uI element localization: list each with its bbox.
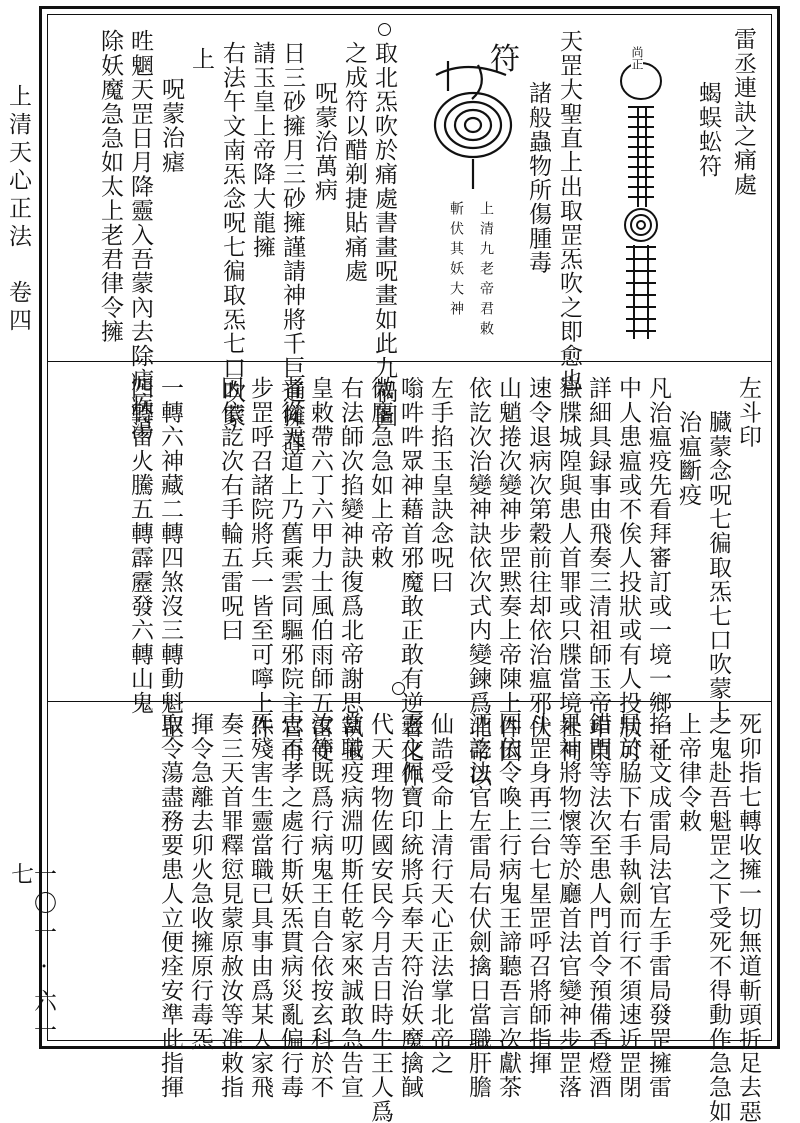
band2-col-20: 四轉雷火騰五轉霹靂發六轉山鬼 — [127, 376, 153, 715]
band1-col-3: 天罡大聖直上出取罡炁吹之即愈也 — [556, 29, 582, 392]
band3-col-9: 因依令喚上行病鬼王諦聽吾言次獻茶 — [495, 712, 521, 1100]
band2-col-15: 皇敕帶六丁六甲力士風伯雨師五雷使 — [307, 376, 333, 764]
band2-col-4: 凡治瘟疫先看拜審訂或一境一鄉一社 — [645, 376, 671, 764]
band2-col-12: 嗡吽吽眾神藉首邪魔敢正敢有逆者化作 — [397, 376, 423, 788]
band1-col-4: 諸般蟲物所傷腫毒 — [525, 81, 551, 275]
band2-col-5: 中人患瘟或不俟人投狀或有人投狀可 — [615, 376, 641, 764]
band2-col-1: 左斗印 — [735, 376, 761, 449]
band1-col-11: 請玉皇上帝降大龍擁 — [249, 41, 275, 259]
band2-col-2: 臓蒙念呪七徧取炁七口吹蒙上 — [705, 410, 731, 725]
band1-col-14: 呪蒙治瘧 — [158, 77, 184, 174]
band3-col-20: 取令蕩盡務要患人立便痊安準此指揮 — [157, 712, 183, 1100]
talisman-seal-icon — [616, 55, 666, 345]
band2-col-11: 左手掐玉皇訣念呪曰 — [427, 376, 453, 594]
spiral-talisman-label: 符 — [490, 42, 520, 77]
band1-col-6: 斬伏其妖大神 — [448, 201, 464, 321]
band3-col-2: 之鬼赴吾魁罡之下受死不得動作急急如 — [705, 712, 731, 1123]
band3-col-13: 代天理物佐國安民今月吉日時生王人爲 — [367, 712, 393, 1123]
band3-col-15: 汝等既爲行病鬼王自合依按玄科於不 — [307, 712, 333, 1100]
band-bottom — [48, 701, 771, 1123]
band1-col-1: 雷丞連訣之痛處 — [730, 27, 756, 197]
band2-col-8: 速令退病次第穀前往却依治瘟邪伏 — [525, 376, 551, 739]
band3-col-3: 上帝律令敕 — [675, 712, 701, 833]
band2-col-13: 微塵急急如上帝敕 — [367, 376, 393, 570]
page-frame — [39, 6, 780, 1123]
band3-col-19: 揮令急離去卯火急收擁原行毒炁 — [187, 712, 213, 1051]
band2-col-9: 山魈捲次變神步罡黙奏上帝陳上件因 — [495, 376, 521, 764]
band2-col-16: 者從天道上乃舊乘雲同驅邪院主官再 — [277, 376, 303, 764]
band2-col-3: 治瘟斷疫 — [675, 410, 701, 507]
band3-col-12: 靈文佩寶印統將兵奉天符治妖魔擒馘 — [397, 712, 423, 1100]
band2-col-7: 嶽牒城隍與患人首罪或只牒當境社祠 — [555, 376, 581, 764]
band3-col-1: 死卯指七轉收擁一切無道斬頭折足去惡 — [735, 712, 761, 1123]
band3-col-11: 仙誥受命上清行天心正法掌北帝之 — [427, 712, 453, 1075]
band1-col-10: 日三砂擁月三砂擁謹請神將千巨通擁謹 — [279, 41, 305, 453]
band3-col-14: 當職疫病淵叨斯任乾家來誠敢急告宣 — [337, 712, 363, 1100]
band2-col-14: 右法師次掐變神訣復爲北帝謝思執玉 — [337, 376, 363, 764]
band2-col-18: 因依訖次右手輪五雷呪曰 — [217, 376, 243, 643]
band2-col-6: 詳細具録事由飛奏三清祖師玉帝申東 — [585, 376, 611, 764]
band3-col-18: 奏三天首罪釋愆見蒙原赦汝等准敕指 — [217, 712, 243, 1100]
page-frame-inner — [47, 14, 772, 1123]
band1-col-15: 甠魍天罡日月降靈入吾蒙內去除瘧疾蕩 — [127, 29, 153, 441]
band1-col-5: 上清九老帝君敕 — [478, 201, 494, 341]
band3-col-6: 錯門等法次至患人門首令預備香燈酒 — [585, 712, 611, 1100]
band1-col-9: 呪蒙治萬病 — [311, 81, 337, 202]
band3-col-10: 酒訖法官左雷局右伏劍擒日當職肝膽 — [465, 712, 491, 1100]
margin-book-title: 上清天心正法 卷四 — [5, 84, 31, 336]
band3-col-17: 炁殘害生靈當職已具事由爲某人家飛 — [247, 712, 273, 1100]
band1-col-16: 除妖魔急急如太上老君律令擁 — [97, 29, 123, 344]
band1-col-13: 上 — [188, 47, 214, 72]
band3-col-8: 斗罡身再三台七星罡呼召將師指揮 — [525, 712, 551, 1075]
band3-col-16: 忠不孝之處行斯妖炁貫病災亂偏行毒 — [277, 712, 303, 1100]
band1-col-8: 之成符以醋剃捷貼痛處 — [341, 41, 367, 283]
margin-page-number: 一〇一 · 六一七 — [7, 862, 56, 1047]
band1-col-7: 取北炁吹於痛處書畫呪畫如此九禍圖 — [371, 41, 397, 429]
band2-col-10: 依訖次治變神訣依次式内變鍊爲北帝以 — [465, 376, 491, 788]
seal-text: 尚正 — [630, 46, 644, 70]
band3-col-4: 掐子文成雷局法官左手雷局發罡擁雷 — [645, 712, 671, 1100]
band1-col-12: 右法午文南炁念呪七徧取炁七口吹蒙 — [219, 41, 245, 429]
band2-col-19: 一轉六神藏二轉四煞沒三轉動魁罡 — [157, 376, 183, 739]
band3-col-5: 局於脇下右手執劍而行不須速近罡閉 — [615, 712, 641, 1100]
band2-col-17: 步罡呼召諸院將兵一皆至可嚀上件 — [247, 376, 273, 739]
band1-col-2: 蝎蜈蚣符 — [695, 81, 721, 178]
band3-col-7: 果神將物懷等於廳首法官變神步罡落 — [555, 712, 581, 1100]
circle-mark — [378, 23, 391, 36]
